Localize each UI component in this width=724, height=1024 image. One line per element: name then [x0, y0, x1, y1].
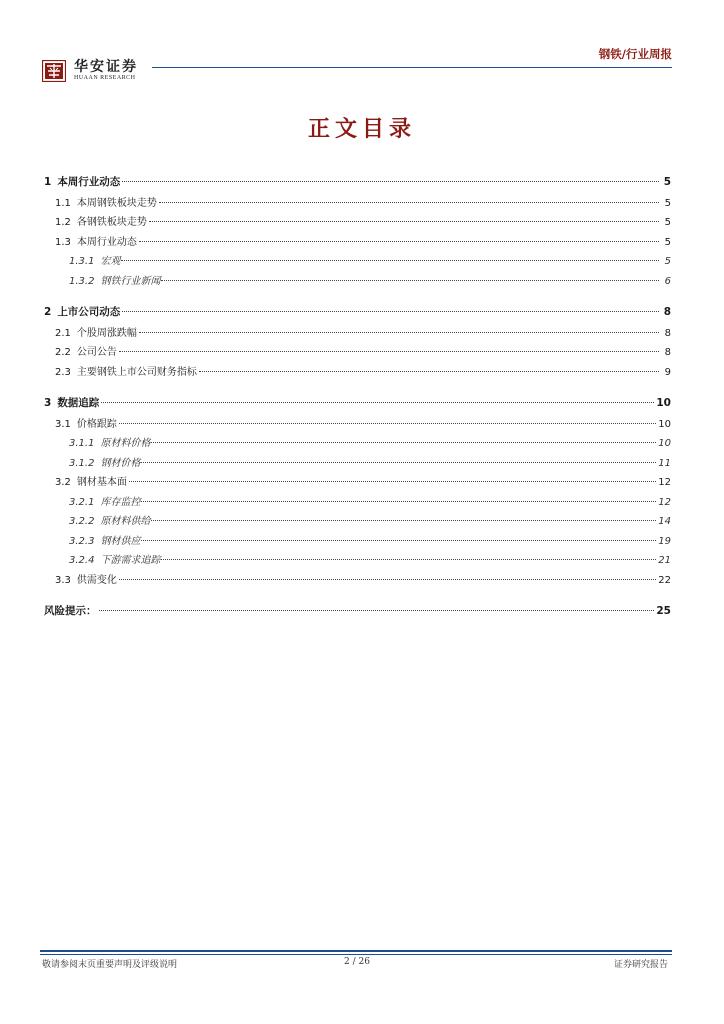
- toc-number: 3.3: [55, 574, 71, 586]
- toc-entry[interactable]: [44, 415, 671, 435]
- huaan-logo-icon: [42, 60, 66, 82]
- toc-page: 5: [664, 197, 671, 209]
- toc-entry[interactable]: [44, 571, 671, 591]
- dot-leader: [161, 280, 659, 281]
- toc-text: 数据追踪: [57, 397, 100, 409]
- footer-divider-thin: [40, 954, 672, 955]
- toc-text: 钢材基本面: [76, 477, 127, 488]
- dot-leader: [122, 181, 659, 182]
- toc-number: 2.2: [55, 347, 71, 358]
- dot-leader: [119, 579, 656, 580]
- dot-leader: [151, 442, 656, 443]
- toc-entry[interactable]: [44, 194, 671, 214]
- toc-text: 个股周涨跌幅: [76, 327, 137, 339]
- toc-page: 5: [664, 256, 671, 267]
- toc-number: 1.3: [55, 236, 71, 248]
- toc-entry[interactable]: [44, 493, 671, 513]
- dot-leader: [121, 260, 659, 261]
- toc-entry[interactable]: [44, 233, 671, 253]
- dot-leader: [199, 371, 659, 372]
- toc-text: 下游需求追踪: [100, 555, 161, 566]
- toc-entry[interactable]: [44, 454, 671, 474]
- toc-number: 3.2.3: [69, 535, 95, 547]
- toc-entry[interactable]: [44, 324, 671, 344]
- toc-text: 本周行业动态: [76, 236, 137, 248]
- toc-page: 5: [663, 176, 671, 188]
- toc-number: 3.1.2: [69, 457, 95, 469]
- toc-text: 各钢铁板块走势: [76, 217, 147, 228]
- toc-text: 宏观: [100, 256, 121, 267]
- toc-text: 风险提示：: [44, 605, 97, 617]
- footer-divider: [40, 950, 672, 952]
- toc-entry[interactable]: [44, 434, 671, 454]
- toc-entry[interactable]: [44, 532, 671, 552]
- dot-leader: [161, 559, 656, 560]
- toc-text: 本周行业动态: [57, 176, 121, 188]
- toc-text: 钢铁行业新闻: [100, 275, 161, 287]
- toc-page: 6: [664, 275, 671, 287]
- header-divider: [152, 67, 672, 68]
- toc-entry[interactable]: [44, 551, 671, 571]
- toc-entry-risk[interactable]: [44, 603, 671, 623]
- dot-leader: [101, 402, 654, 403]
- toc-number: 1.2: [55, 217, 71, 228]
- toc-text: 钢材供应: [100, 535, 141, 547]
- toc-number: 3.2: [55, 477, 71, 488]
- toc-page: 8: [664, 327, 671, 339]
- dot-leader: [99, 610, 655, 611]
- toc-number: 3.2.2: [69, 516, 95, 527]
- dot-leader: [151, 520, 656, 521]
- toc-entry[interactable]: [44, 252, 671, 272]
- dot-leader: [119, 351, 659, 352]
- toc-number: 3.1.1: [69, 438, 95, 449]
- toc-number: 1.3.2: [69, 275, 95, 287]
- page-title: 正文目录: [307, 117, 416, 142]
- dot-leader: [141, 462, 656, 463]
- footer-report-label: 证券研究报告: [613, 960, 668, 970]
- toc-number: 2.3: [55, 366, 71, 378]
- toc-page: 21: [658, 555, 671, 566]
- dot-leader: [141, 540, 656, 541]
- toc-page: 10: [658, 438, 671, 449]
- toc-text: 供需变化: [76, 574, 117, 586]
- dot-leader: [159, 202, 659, 203]
- toc-text: 上市公司动态: [57, 306, 121, 318]
- dot-leader: [119, 423, 656, 424]
- toc-text: 本周钢铁板块走势: [76, 197, 157, 209]
- dot-leader: [141, 501, 656, 502]
- toc-text: 原材料价格: [100, 438, 151, 449]
- table-of-contents: [44, 172, 671, 623]
- brand-name-cn: 华安证券: [74, 59, 138, 75]
- toc-number: 1.3.1: [69, 256, 95, 267]
- toc-page: 14: [658, 516, 671, 527]
- dot-leader: [122, 311, 659, 312]
- toc-page: 10: [656, 397, 671, 409]
- toc-page: 5: [664, 236, 671, 248]
- toc-entry[interactable]: [44, 473, 671, 493]
- toc-text: 价格跟踪: [76, 418, 117, 430]
- toc-entry[interactable]: [44, 512, 671, 532]
- toc-number: 1: [44, 176, 52, 188]
- toc-number: 2.1: [55, 327, 71, 339]
- toc-entry[interactable]: [44, 174, 671, 194]
- toc-page: 25: [656, 605, 671, 617]
- brand-name-en: HUAAN RESEARCH: [74, 75, 136, 81]
- toc-entry[interactable]: [44, 213, 671, 233]
- toc-entry[interactable]: [44, 304, 671, 324]
- toc-number: 3.2.1: [69, 496, 95, 508]
- report-header: [40, 40, 672, 85]
- toc-number: 3: [44, 397, 52, 409]
- toc-number: 1.1: [55, 197, 71, 209]
- toc-page: 12: [658, 477, 671, 488]
- toc-entry[interactable]: [44, 272, 671, 292]
- toc-text: 主要钢铁上市公司财务指标: [76, 366, 197, 378]
- toc-page: 10: [658, 418, 671, 430]
- toc-entry[interactable]: [44, 395, 671, 415]
- toc-page: 8: [663, 306, 671, 318]
- toc-page: 11: [658, 457, 671, 469]
- toc-text: 钢材价格: [100, 457, 141, 469]
- footer-disclaimer: 敬请参阅末页重要声明及评级说明: [42, 960, 178, 970]
- report-type-label: 钢铁/行业周报: [598, 47, 672, 61]
- toc-number: 3.2.4: [69, 555, 95, 566]
- toc-page: 19: [658, 535, 671, 547]
- page-number: 2 / 26: [344, 957, 370, 967]
- toc-page: 8: [664, 347, 671, 358]
- toc-page: 9: [664, 366, 671, 378]
- toc-text: 原材料供给: [100, 516, 151, 527]
- toc-page: 12: [658, 496, 671, 508]
- toc-entry[interactable]: [44, 363, 671, 383]
- toc-text: 库存监控: [100, 496, 141, 508]
- dot-leader: [149, 221, 659, 222]
- toc-entry[interactable]: [44, 343, 671, 363]
- dot-leader: [139, 332, 659, 333]
- dot-leader: [139, 241, 659, 242]
- toc-number: 3.1: [55, 418, 71, 430]
- toc-text: 公司公告: [76, 347, 117, 358]
- dot-leader: [129, 481, 656, 482]
- toc-page: 5: [664, 217, 671, 228]
- toc-page: 22: [658, 574, 671, 586]
- toc-number: 2: [44, 306, 52, 318]
